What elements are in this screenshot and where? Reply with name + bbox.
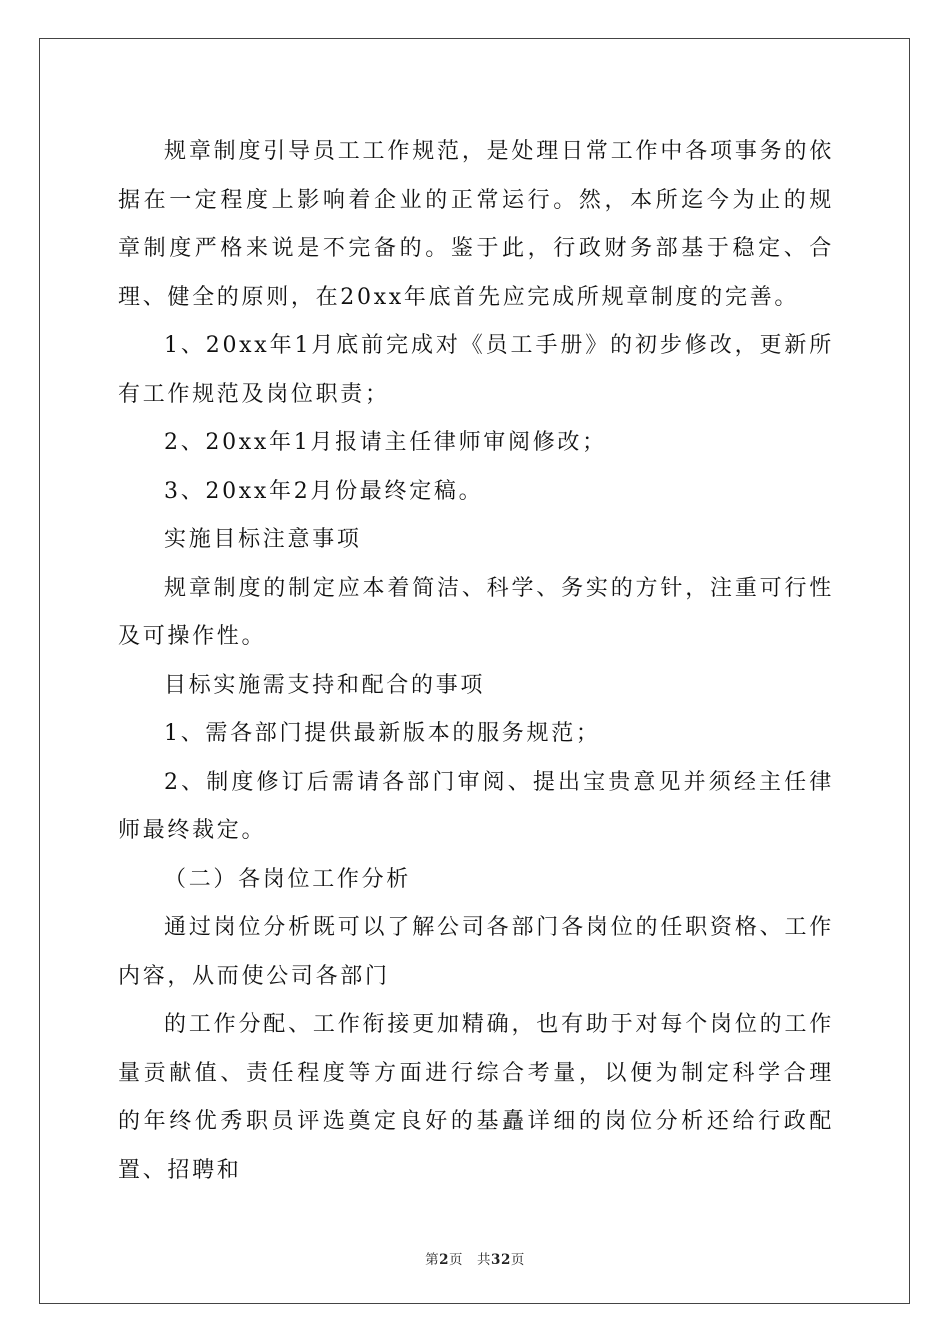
total-pages: 32: [491, 1252, 511, 1268]
page-prefix: 第: [425, 1252, 440, 1268]
paragraph: 规章制度引导员工工作规范，是处理日常工作中各项事务的依据在一定程度上影响着企业的正常运行。然，本所迄今为止的规章制度严格来说是不完备的。鉴于此，行政财务部基于稳定、合理、健全的原则，在20xx年底首先应完成所规章制度的完善。: [118, 139, 834, 310]
page-footer: [0, 1248, 950, 1268]
paragraph: 的工作分配、工作衔接更加精确，也有助于对每个岗位的工作量贡献值、责任程度等方面进行综合考量，以便为制定科学合理的年终优秀职员评选奠定良好的基矗详细的岗位分析还给行政配置、招聘和: [118, 1012, 834, 1183]
paragraph: 3、20xx年2月份最终定稿。: [164, 478, 484, 504]
section-heading: 实施目标注意事项: [164, 527, 362, 552]
total-suffix: 页: [510, 1252, 525, 1268]
page-suffix: 页: [449, 1252, 464, 1268]
paragraph: 1、需各部门提供最新版本的服务规范；: [164, 721, 601, 746]
paragraph: 1、20xx年1月底前完成对《员工手册》的初步修改，更新所有工作规范及岗位职责；: [118, 333, 834, 407]
paragraph: 2、20xx年1月报请主任律师审阅修改；: [164, 430, 607, 455]
paragraph: 通过岗位分析既可以了解公司各部门各岗位的任职资格、工作内容，从而使公司各部门: [118, 915, 834, 989]
paragraph: 2、制度修订后需请各部门审阅、提出宝贵意见并须经主任律师最终裁定。: [118, 769, 834, 843]
document-body: [118, 128, 834, 1195]
section-heading: （二）各岗位工作分析: [164, 866, 412, 892]
page-number: 2: [439, 1252, 450, 1268]
total-prefix: 共: [477, 1252, 492, 1268]
section-heading: 目标实施需支持和配合的事项: [164, 672, 486, 698]
paragraph: 规章制度的制定应本着简洁、科学、务实的方针，注重可行性及可操作性。: [118, 575, 834, 649]
